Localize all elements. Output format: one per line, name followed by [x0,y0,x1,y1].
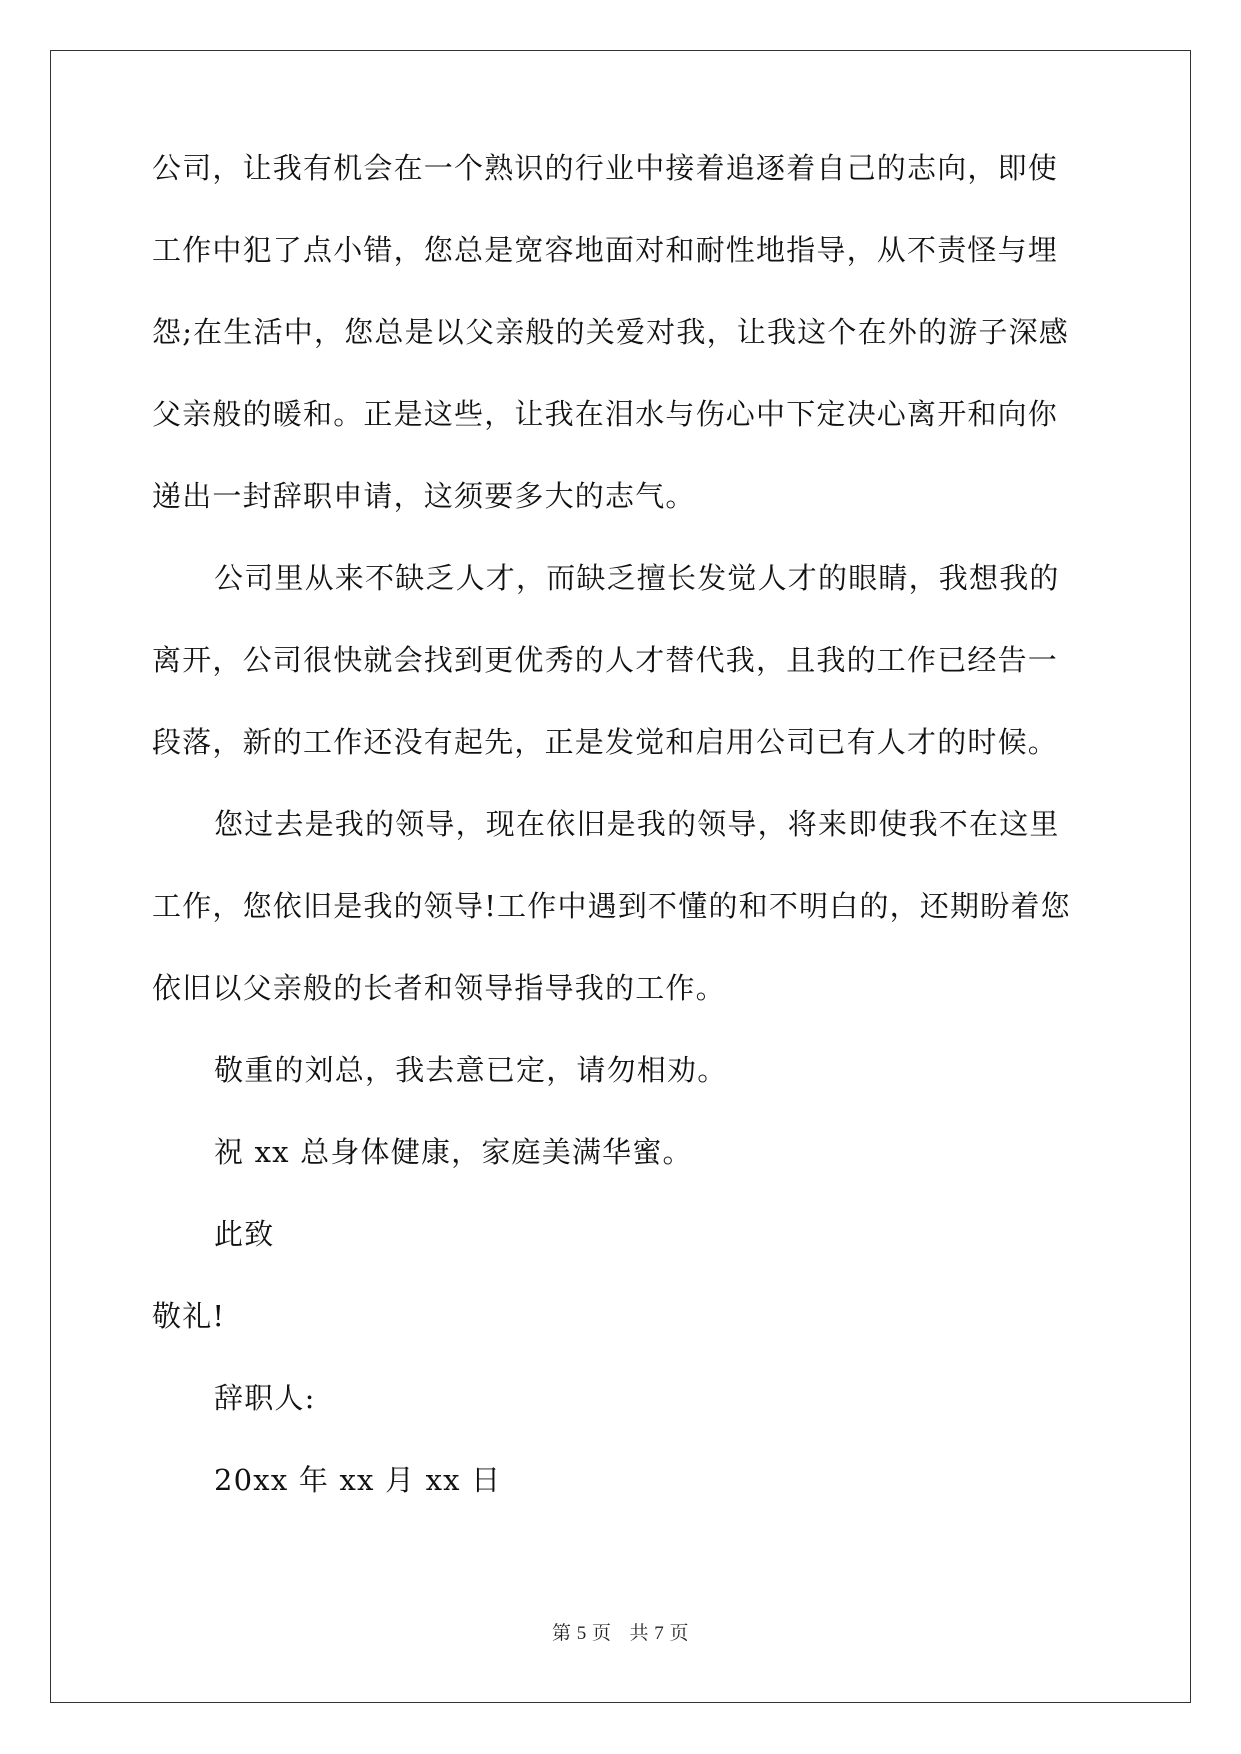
letter-date: 20xx 年 xx 月 xx 日 [214,1463,502,1497]
body-line: 公司，让我有机会在一个熟识的行业中接着追逐着自己的志向，即使 [152,151,1059,185]
body-line: 依旧以父亲般的长者和领导指导我的工作。 [152,971,726,1005]
salutation-lead: 此致 [214,1217,275,1251]
body-line: 离开，公司很快就会找到更优秀的人才替代我，且我的工作已经告一 [152,643,1059,677]
wishes-line: 祝 xx 总身体健康，家庭美满华蜜。 [214,1135,693,1169]
salutation: 敬礼! [152,1299,226,1333]
body-line: 递出一封辞职申请，这须要多大的志气。 [152,479,696,513]
body-line: 父亲般的暖和。正是这些，让我在泪水与伤心中下定决心离开和向你 [152,397,1059,431]
body-line: 怨;在生活中，您总是以父亲般的关爱对我，让我这个在外的游子深感 [152,315,1069,349]
signer-label: 辞职人: [214,1381,316,1415]
body-line: 您过去是我的领导，现在依旧是我的领导，将来即使我不在这里 [214,807,1060,841]
page-footer [0,1618,1241,1645]
body-line: 工作，您依旧是我的领导!工作中遇到不懂的和不明白的，还期盼着您 [152,889,1071,923]
current-page-indicator: 第 5 页 [551,1623,612,1644]
persuasion-line: 敬重的刘总，我去意已定，请勿相劝。 [214,1053,728,1087]
body-line: 工作中犯了点小错，您总是宽容地面对和耐性地指导，从不责怪与埋 [152,233,1059,267]
total-pages-indicator: 共 7 页 [629,1623,690,1644]
body-line: 段落，新的工作还没有起先，正是发觉和启用公司已有人才的时候。 [152,725,1059,759]
body-line: 公司里从来不缺乏人才，而缺乏擅长发觉人才的眼睛，我想我的 [214,561,1060,595]
